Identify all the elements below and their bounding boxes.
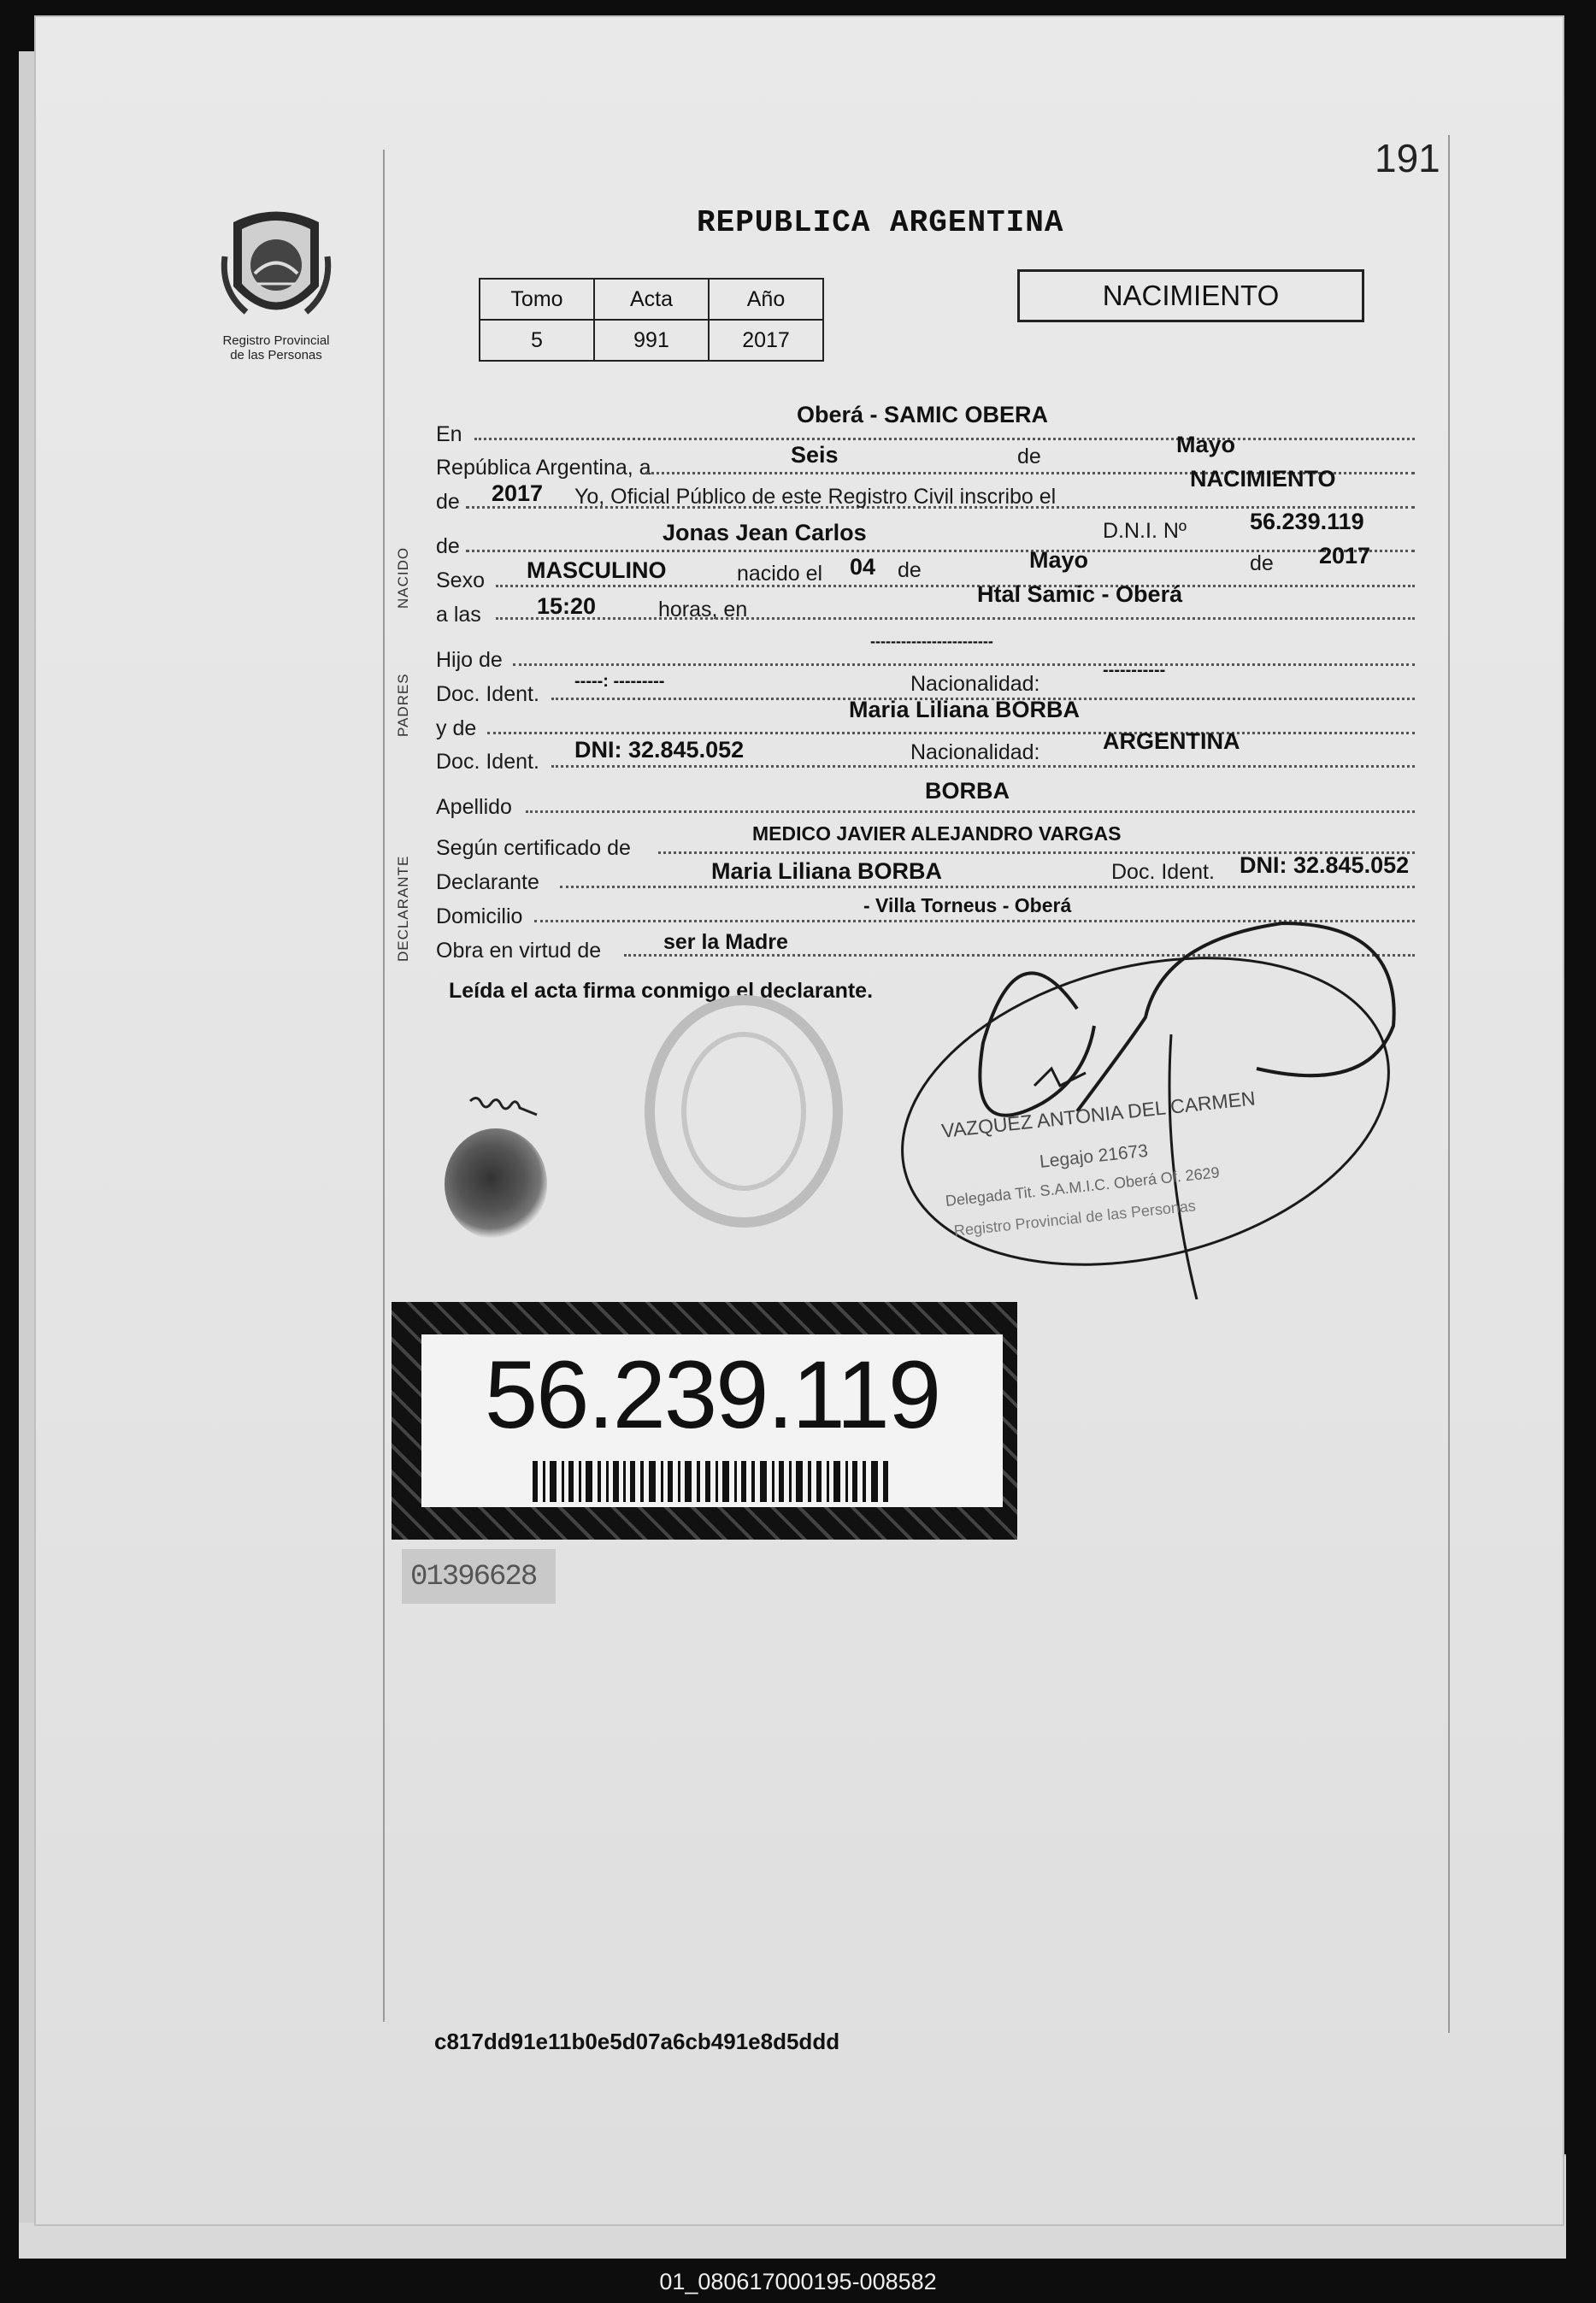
side-label-declarante: DECLARANTE	[395, 855, 411, 962]
oficial-text: Yo, Oficial Público de este Registro Civil inscribo el	[574, 485, 1057, 509]
declarante-value: Maria Liliana BORBA	[711, 858, 943, 884]
horas-label: horas, en	[658, 598, 748, 621]
dotted-line	[560, 886, 1415, 888]
mother-doc: DNI: 32.845.052	[574, 737, 745, 763]
dotted-line	[496, 585, 1415, 587]
birth-month: Mayo	[1029, 547, 1089, 573]
side-label-padres: PADRES	[395, 673, 411, 737]
barcode-number: 56.239.119	[484, 1341, 940, 1448]
serial-stamp	[402, 1549, 556, 1604]
signature-stamp-name: VAZQUEZ ANTONIA DEL CARMEN	[940, 1087, 1257, 1142]
doc-label-2: Doc. Ident.	[436, 750, 539, 774]
obra-value: ser la Madre	[663, 930, 788, 954]
registry-stamp-icon	[615, 983, 872, 1240]
nacido-label: nacido el	[737, 562, 823, 586]
day-value: Seis	[791, 442, 839, 468]
a-las-label: a las	[436, 603, 481, 627]
barcode-label	[392, 1302, 1017, 1540]
barcode-bars-icon	[533, 1461, 892, 1502]
year-value: 2017	[492, 480, 544, 506]
father-nat: -----------	[1103, 661, 1166, 680]
footer-filename: 01_080617000195-008582	[659, 2269, 937, 2294]
sexo-label: Sexo	[436, 568, 485, 592]
registry-caption-2: de las Personas	[230, 348, 322, 362]
margin-rule-right	[1448, 135, 1450, 2033]
certificado-label: Según certificado de	[436, 836, 631, 860]
place-value: Htal Samic - Oberá	[977, 581, 1183, 607]
sexo-value: MASCULINO	[527, 557, 667, 583]
declarante-label: Declarante	[436, 870, 539, 894]
shield-logo-icon	[216, 205, 336, 333]
value-tomo: 5	[480, 320, 594, 361]
nac-label-1: Nacionalidad:	[910, 672, 1040, 696]
en-label: En	[436, 422, 462, 446]
doc-label-3: Doc. Ident.	[1111, 860, 1215, 884]
thumbprint	[445, 1128, 547, 1240]
doc-label-1: Doc. Ident.	[436, 682, 539, 706]
value-acta: 991	[594, 320, 709, 361]
father-value: ------------------------	[870, 633, 993, 650]
de4-label: de	[898, 558, 922, 582]
header-tomo: Tomo	[480, 279, 594, 320]
dotted-line	[487, 732, 1415, 734]
dni-value: 56.239.119	[1250, 509, 1364, 534]
name-value: Jonas Jean Carlos	[663, 520, 867, 545]
domicilio-label: Domicilio	[436, 904, 523, 928]
father-doc: -----: ---------	[574, 672, 665, 691]
registry-caption-1: Registro Provincial	[222, 333, 330, 348]
en-value: Oberá - SAMIC OBERA	[797, 402, 1049, 427]
page-number: 191	[1375, 136, 1440, 180]
record-table	[479, 278, 824, 362]
mother-nat: ARGENTINA	[1103, 728, 1240, 754]
declarante-doc: DNI: 32.845.052	[1240, 852, 1410, 878]
apellido-label: Apellido	[436, 795, 512, 819]
hour-value: 15:20	[537, 593, 597, 619]
mother-value: Maria Liliana BORBA	[849, 697, 1081, 722]
record-type-box: NACIMIENTO	[1017, 269, 1364, 322]
document-hash: c817dd91e11b0e5d07a6cb491e8d5ddd	[434, 2029, 840, 2054]
inscription-value: NACIMIENTO	[1190, 466, 1336, 492]
value-ano: 2017	[709, 320, 823, 361]
y-de-label: y de	[436, 716, 477, 740]
de3-label: de	[436, 534, 460, 558]
de-label: de	[1017, 445, 1041, 468]
hijo-label: Hijo de	[436, 648, 503, 672]
closing-statement: Leída el acta firma conmigo el declarante.	[449, 979, 874, 1003]
signature-stamp-line3: Delegada Tit. S.A.M.I.C. Oberá Of. 2629	[945, 1163, 1221, 1210]
obra-label: Obra en virtud de	[436, 939, 602, 963]
dotted-line	[474, 438, 1415, 440]
domicilio-value: - Villa Torneus - Oberá	[863, 894, 1072, 916]
de2-label: de	[436, 490, 460, 514]
month-value: Mayo	[1176, 432, 1236, 457]
dotted-line	[526, 810, 1415, 813]
barcode-label-inner	[421, 1334, 1003, 1507]
nac-label-2: Nacionalidad:	[910, 740, 1040, 764]
dotted-line	[551, 765, 1415, 768]
dni-label: D.N.I. Nº	[1103, 519, 1187, 543]
republica-label: República Argentina, a	[436, 456, 651, 480]
provincial-registry-logo	[203, 205, 349, 385]
serial-number: 01396628	[410, 1561, 537, 1593]
header-ano: Año	[709, 279, 823, 320]
apellido-value: BORBA	[925, 778, 1010, 804]
document-title: REPUBLICA ARGENTINA	[697, 205, 1064, 240]
side-label-nacido: NACIDO	[395, 546, 411, 609]
birth-day: 04	[850, 554, 876, 580]
dotted-line	[513, 663, 1415, 666]
header-acta: Acta	[594, 279, 709, 320]
certificado-value: MEDICO JAVIER ALEJANDRO VARGAS	[752, 822, 1122, 845]
signature-stamp-line4: Registro Provincial de las Personas	[953, 1197, 1197, 1240]
dotted-line	[496, 617, 1415, 620]
signature-stamp-legajo: Legajo 21673	[1039, 1140, 1150, 1172]
margin-rule-left	[383, 150, 385, 2022]
de5-label: de	[1250, 551, 1274, 575]
birth-year: 2017	[1319, 543, 1371, 568]
scribble-icon	[468, 1093, 545, 1127]
